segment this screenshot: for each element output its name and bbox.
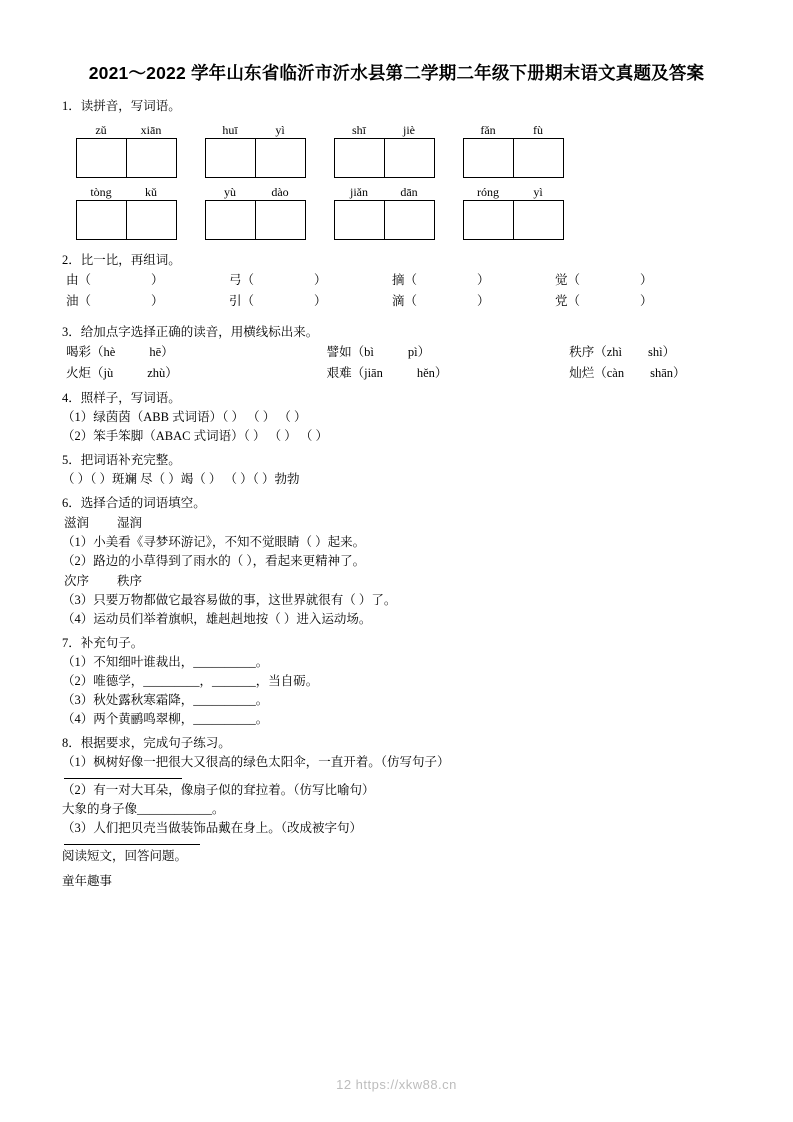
q2-close: ） bbox=[314, 294, 327, 308]
wordbank-word: 湿润 bbox=[117, 516, 143, 530]
q2-close: ） bbox=[477, 294, 490, 308]
question-5-line[interactable]: （ ）（ ）斑斓 尽（ ）竭（ ） （ ）（ ）勃勃 bbox=[62, 472, 300, 486]
tianzige-cell[interactable] bbox=[256, 201, 306, 239]
q3-word: 喝彩（hè bbox=[66, 345, 116, 359]
q2-cell: 摘（ bbox=[392, 273, 418, 287]
tianzige-cell[interactable] bbox=[464, 139, 514, 177]
q3-alt: hěn） bbox=[416, 366, 448, 380]
word-group bbox=[76, 122, 177, 178]
question-8-item[interactable]: （3）人们把贝壳当做装饰品戴在身上。（改成被字句） bbox=[62, 821, 363, 835]
answer-line[interactable] bbox=[64, 843, 200, 845]
q3-word: 譬如（bì bbox=[326, 345, 374, 359]
question-2-heading: 2．比一比，再组词。 bbox=[62, 253, 181, 267]
question-1-heading: 1．读拼音，写词语。 bbox=[62, 99, 181, 113]
tianzige-grid[interactable] bbox=[205, 138, 306, 178]
page-footer: 12 https://xkw88.cn bbox=[336, 1077, 457, 1092]
pinyin-syllable: xiān bbox=[140, 123, 162, 137]
tianzige-cell[interactable] bbox=[335, 139, 385, 177]
pinyin-syllable: shī bbox=[351, 123, 366, 137]
wordbank-word: 秩序 bbox=[117, 574, 143, 588]
q2-cell: 滴（ bbox=[392, 294, 418, 308]
word-group bbox=[76, 184, 177, 240]
tianzige-cell[interactable] bbox=[206, 201, 256, 239]
pinyin-syllable: yì bbox=[275, 123, 285, 137]
pinyin-row-1 bbox=[62, 122, 731, 178]
pinyin-line bbox=[76, 122, 177, 138]
question-4-heading: 4．照样子，写词语。 bbox=[62, 391, 181, 405]
pinyin-syllable: kǔ bbox=[145, 185, 157, 199]
question-2-row bbox=[62, 291, 731, 312]
tianzige-cell[interactable] bbox=[206, 139, 256, 177]
tianzige-grid[interactable] bbox=[334, 200, 435, 240]
tianzige-grid[interactable] bbox=[205, 200, 306, 240]
question-7-heading: 7．补充句子。 bbox=[62, 636, 144, 650]
tianzige-cell[interactable] bbox=[335, 201, 385, 239]
q3-alt: shān） bbox=[650, 366, 686, 380]
page-title: 2021～2022 学年山东省临沂市沂水县第二学期二年级下册期末语文真题及答案 bbox=[88, 63, 705, 83]
reading-passage-title: 童年趣事 bbox=[62, 874, 113, 888]
question-4-item[interactable]: （1）绿茵茵（ABB 式词语）（ ） （ ） （ ） bbox=[62, 410, 307, 424]
tianzige-cell[interactable] bbox=[127, 139, 177, 177]
tianzige-grid[interactable] bbox=[463, 200, 564, 240]
tianzige-cell[interactable] bbox=[464, 201, 514, 239]
question-7-item[interactable]: （2）唯德学，_________，_______，当自砺。 bbox=[62, 674, 319, 688]
tianzige-cell[interactable] bbox=[514, 139, 564, 177]
word-group bbox=[205, 122, 306, 178]
word-group bbox=[334, 184, 435, 240]
q2-cell: 引（ bbox=[229, 294, 255, 308]
question-3-heading: 3．给加点字选择正确的读音，用横线标出来。 bbox=[62, 325, 319, 339]
q2-close: ） bbox=[640, 273, 653, 287]
q3-alt: pì） bbox=[407, 345, 431, 359]
q3-alt: shì） bbox=[648, 345, 676, 359]
q2-cell: 弓（ bbox=[229, 273, 255, 287]
tianzige-grid[interactable] bbox=[334, 138, 435, 178]
question-6-item[interactable]: （4）运动员们举着旗帜，雄赳赳地按（ ）进入运动场。 bbox=[62, 612, 372, 626]
question-8-item[interactable]: 大象的身子像____________。 bbox=[62, 802, 225, 816]
q2-close: ） bbox=[151, 273, 164, 287]
pinyin-syllable: fǎn bbox=[480, 123, 496, 137]
pinyin-syllable: fù bbox=[533, 123, 543, 137]
q2-cell: 党（ bbox=[555, 294, 581, 308]
question-3-row bbox=[62, 342, 731, 363]
tianzige-cell[interactable] bbox=[127, 201, 177, 239]
question-8-item[interactable]: （2）有一对大耳朵，像扇子似的耷拉着。（仿写比喻句） bbox=[62, 783, 375, 797]
tianzige-cell[interactable] bbox=[514, 201, 564, 239]
tianzige-grid[interactable] bbox=[76, 138, 177, 178]
wordbank-word: 次序 bbox=[64, 574, 90, 588]
question-7-item[interactable]: （4）两个黄鹂鸣翠柳，__________。 bbox=[62, 712, 269, 726]
question-7-item[interactable]: （1）不知细叶谁裁出，__________。 bbox=[62, 655, 269, 669]
q2-close: ） bbox=[640, 294, 653, 308]
pinyin-syllable: yì bbox=[533, 185, 543, 199]
question-6-item[interactable]: （1）小美看《寻梦环游记》，不知不觉眼睛（ ）起来。 bbox=[62, 535, 366, 549]
q3-word: 灿烂（càn bbox=[569, 366, 625, 380]
pinyin-row-2 bbox=[62, 184, 731, 240]
pinyin-line bbox=[205, 184, 306, 200]
pinyin-syllable: dào bbox=[271, 185, 289, 199]
tianzige-cell[interactable] bbox=[77, 139, 127, 177]
tianzige-cell[interactable] bbox=[385, 139, 435, 177]
q3-alt: hē） bbox=[149, 345, 174, 359]
question-6-wordbank-2 bbox=[62, 571, 731, 591]
question-6-wordbank-1 bbox=[62, 513, 731, 533]
q2-close: ） bbox=[314, 273, 327, 287]
answer-line[interactable] bbox=[64, 777, 182, 779]
question-6-item[interactable]: （2）路边的小草得到了雨水的（ ），看起来更精神了。 bbox=[62, 554, 366, 568]
q2-cell: 觉（ bbox=[555, 273, 581, 287]
q3-alt: zhù） bbox=[147, 366, 178, 380]
q2-cell: 由（ bbox=[66, 273, 92, 287]
word-group bbox=[334, 122, 435, 178]
question-7-item[interactable]: （3）秋处露秋寒霜降，__________。 bbox=[62, 693, 269, 707]
word-group bbox=[205, 184, 306, 240]
question-6-item[interactable]: （3）只要万物都做它最容易做的事，这世界就很有（ ）了。 bbox=[62, 593, 397, 607]
question-8-item[interactable]: （1）枫树好像一把很大又很高的绿色太阳伞，一直开着。（仿写句子） bbox=[62, 755, 450, 769]
q3-word: 秩序（zhì bbox=[569, 345, 623, 359]
pinyin-line bbox=[463, 184, 564, 200]
pinyin-syllable: dān bbox=[400, 185, 418, 199]
pinyin-syllable: huī bbox=[222, 123, 238, 137]
q3-word: 艰难（jiān bbox=[326, 366, 383, 380]
pinyin-line bbox=[334, 122, 435, 138]
tianzige-grid[interactable] bbox=[463, 138, 564, 178]
pinyin-syllable: jiè bbox=[403, 123, 415, 137]
reading-heading: 阅读短文，回答问题。 bbox=[62, 849, 188, 863]
pinyin-line bbox=[76, 184, 177, 200]
tianzige-grid[interactable] bbox=[76, 200, 177, 240]
pinyin-syllable: yù bbox=[224, 185, 236, 199]
question-2-row bbox=[62, 270, 731, 291]
pinyin-line bbox=[463, 122, 564, 138]
pinyin-line bbox=[205, 122, 306, 138]
q2-close: ） bbox=[151, 294, 164, 308]
q2-close: ） bbox=[477, 273, 490, 287]
word-group bbox=[463, 184, 564, 240]
question-3-row bbox=[62, 363, 731, 384]
tianzige-cell[interactable] bbox=[77, 201, 127, 239]
q2-cell: 油（ bbox=[66, 294, 92, 308]
pinyin-syllable: róng bbox=[477, 185, 499, 199]
pinyin-syllable: jiǎn bbox=[350, 185, 368, 199]
question-4-item[interactable]: （2）笨手笨脚（ABAC 式词语）（ ） （ ） （ ） bbox=[62, 429, 328, 443]
question-5-heading: 5．把词语补充完整。 bbox=[62, 453, 181, 467]
tianzige-cell[interactable] bbox=[256, 139, 306, 177]
question-6-heading: 6．选择合适的词语填空。 bbox=[62, 496, 206, 510]
question-8-heading: 8．根据要求，完成句子练习。 bbox=[62, 736, 231, 750]
tianzige-cell[interactable] bbox=[385, 201, 435, 239]
pinyin-syllable: zǔ bbox=[95, 123, 107, 137]
pinyin-syllable: tòng bbox=[90, 185, 112, 199]
pinyin-line bbox=[334, 184, 435, 200]
q3-word: 火炬（jù bbox=[66, 366, 114, 380]
word-group bbox=[463, 122, 564, 178]
wordbank-word: 滋润 bbox=[64, 516, 90, 530]
